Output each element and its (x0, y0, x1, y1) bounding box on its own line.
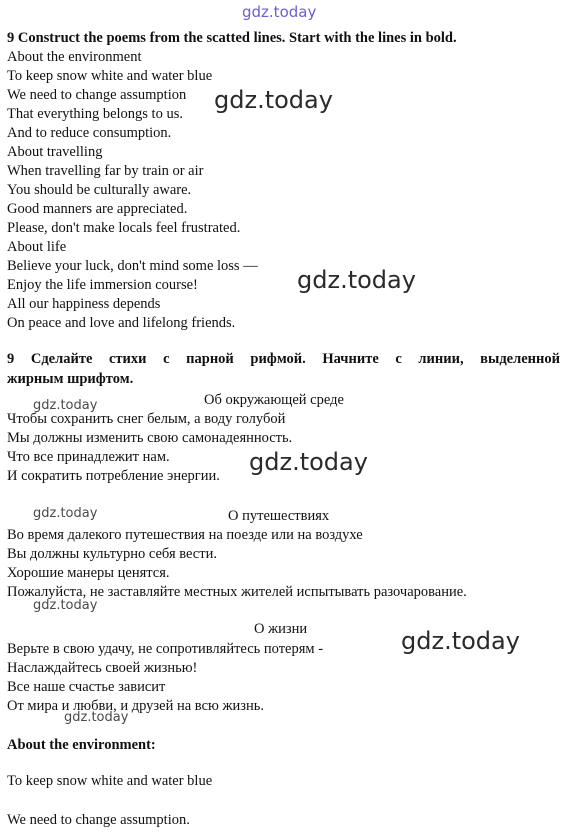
russian-task-heading: 9 Сделайте стихи с парной рифмой. Начните с линии, выделенной (7, 351, 560, 367)
poem-title: О жизни (254, 621, 308, 637)
poem-line: Наслаждайтесь своей жизнью! (7, 660, 198, 676)
poem-line: Чтобы сохранить снег белым, а воду голубой (7, 411, 286, 427)
poem-line: Please, don't make locals feel frustrated. (7, 220, 241, 236)
watermark: gdz.today (401, 627, 520, 655)
poem-line: Верьте в свою удачу, не сопротивляйтесь потерям - (7, 641, 324, 657)
watermark: gdz.today (297, 266, 416, 294)
poem-line: All our happiness depends (7, 296, 161, 312)
watermark: gdz.today (249, 448, 368, 476)
poem-line: We need to change assumption (7, 87, 187, 103)
poem-line: Хорошие манеры ценятся. (7, 565, 170, 581)
poem-line: On peace and love and lifelong friends. (7, 315, 236, 331)
poem-line: И сократить потребление энергии. (7, 468, 220, 484)
watermark: gdz.today (64, 710, 129, 725)
poem-title: О путешествиях (228, 508, 330, 524)
watermark: gdz.today (214, 86, 333, 114)
answer-heading: About the environment: (7, 737, 156, 753)
watermark-top: gdz.today (242, 3, 317, 21)
answer-line: We need to change assumption. (7, 812, 190, 828)
poem-line: От мира и любви, и друзей на всю жизнь. (7, 698, 264, 714)
poem-line: That everything belongs to us. (7, 106, 183, 122)
poem-line: Мы должны изменить свою самонадеянность. (7, 430, 293, 446)
poem-line: Пожалуйста, не заставляйте местных жителей испытывать разочарование. (7, 584, 467, 600)
poem-line: Good manners are appreciated. (7, 201, 188, 217)
poem-line: When travelling far by train or air (7, 163, 204, 179)
poem-line: To keep snow white and water blue (7, 68, 213, 84)
watermark: gdz.today (33, 398, 98, 413)
poem-title: Об окружающей среде (204, 392, 344, 408)
poem-line: About travelling (7, 144, 103, 160)
poem-line: About life (7, 239, 67, 255)
poem-line: And to reduce consumption. (7, 125, 172, 141)
poem-line: Enjoy the life immersion course! (7, 277, 198, 293)
poem-line: Все наше счастье зависит (7, 679, 166, 695)
poem-line: About the environment (7, 49, 142, 65)
poem-line: Что все принадлежит нам. (7, 449, 170, 465)
poem-line: Вы должны культурно себя вести. (7, 546, 217, 562)
poem-line: Во время далекого путешествия на поезде или на воздухе (7, 527, 363, 543)
watermark: gdz.today (33, 506, 98, 521)
poem-line: Believe your luck, don't mind some loss — (7, 258, 258, 274)
russian-task-heading-cont: жирным шрифтом. (7, 371, 134, 387)
english-task-heading: 9 Construct the poems from the scatted lines. Start with the lines in bold. (7, 30, 457, 46)
poem-line: You should be culturally aware. (7, 182, 192, 198)
watermark: gdz.today (33, 598, 98, 613)
answer-line: To keep snow white and water blue (7, 773, 213, 789)
